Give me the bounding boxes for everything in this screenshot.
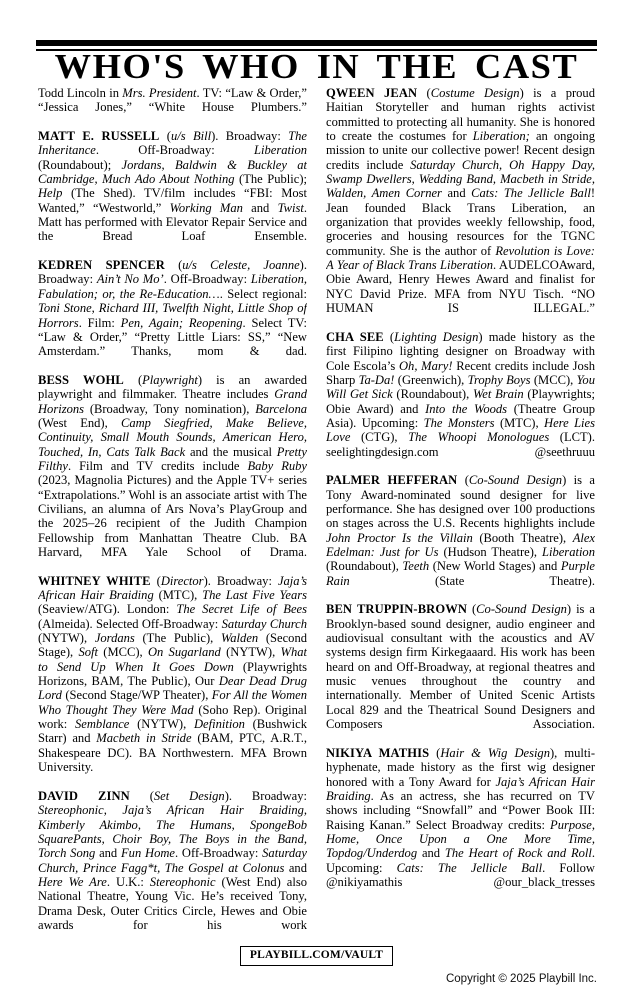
- bio-cha-see: CHA SEE (Lighting Design) made history as the first Filipino lighting designer on Broadway with Cole Escola’s Oh, Mary! Recent credits include Josh Sharp Ta-Da! (Greenwich), Trophy Boys (MCC), You Will Get Sick (Roundabout), Wet Brain (Playwrights; Obie Award) and Into the Woods (Theatre Group Asia). Upcoming: The Monsters (MTC), Here Lies Love (CTG), The Whoopi Monologues (LCT). seelightingdesign.com @seethruuu: [326, 329, 595, 459]
- bio-qween-jean: QWEEN JEAN (Costume Design) is a proud Haitian Storyteller and human rights activist committed to protecting all humanity. She is honored to create the costumes for Liberation; an ongoing mission to unite our collective power! Recent design credits include Saturday Church, Oh Happy Day, Swamp Dwellers, Wedding Band, Macbeth in Stride, Walden, Amen Corner and Cats: The Jellicle Ball! Jean founded Black Trans Liberation, an organization that provides weekly fellowship, food, groceries and housing resources for the TGNC community. She is the author of Revolution is Love: A Year of Black Trans Liberation. AUDELCOAward, Obie Award, Henry Hewes Award and finalist for NYC David Prize. MFA from NYU Tisch. “NO HUMAN IS ILLEGAL.”: [326, 86, 595, 316]
- playbill-vault-link[interactable]: PLAYBILL.COM/VAULT: [240, 946, 393, 966]
- right-column: [326, 86, 595, 941]
- bio-nikiya-mathis: NIKIYA MATHIS (Hair & Wig Design), multi-hyphenate, made history as the first wig designer honored with a Tony Award for Jaja’s African Hair Braiding. As an actress, she has recurred on TV shows including “Snowfall” and “Power Book III: Raising Kanan.” Select Broadway credits: Purpose, Home, Once Upon a One More Time, Topdog/Underdog and The Heart of Rock and Roll. Upcoming: Cats: The Jellicle Ball. Follow @nikiyamathis @our_black_tresses: [326, 745, 595, 889]
- bio-david-zinn: DAVID ZINN (Set Design). Broadway: Stereophonic, Jaja’s African Hair Braiding, Kimberly Akimbo, The Humans, SpongeBob SquarePants, Choir Boy, The Boys in the Band, Torch Song and Fun Home. Off-Broadway: Saturday Church, Prince Fagg*t, The Gospel at Colonus and Here We Are. U.K.: Stereophonic (West End) also National Theatre, Young Vic. He’s received Tony, Drama Desk, Outer Critics Circle, Hewes and Obie awards for his work: [38, 788, 307, 932]
- copyright-notice: Copyright © 2025 Playbill Inc.: [445, 973, 597, 985]
- bio-continued: Todd Lincoln in Mrs. President. TV: “Law & Order,” “Jessica Jones,” “White House Plumbers.”: [38, 86, 307, 115]
- page-title: WHO'S WHO IN THE CAST: [54, 47, 579, 86]
- bio-ben-truppin-brown: BEN TRUPPIN-BROWN (Co-Sound Design) is a Brooklyn-based sound designer, audio engineer and audiovisual consultant with the acoustics and AV systems design firm Kirkegaaard. His work has been heard on and Off-Broadway, at regional theatres and music venues throughout the country and internationally. Member of United Scenic Artists Local 829 and the Theatrical Sound Designers and Composers Association.: [326, 602, 595, 732]
- bio-columns: [38, 86, 595, 941]
- bio-whitney-white: WHITNEY WHITE (Director). Broadway: Jaja’s African Hair Braiding (MTC), The Last Five Years (Seaview/ATG). London: The Secret Life of Bees (Almeida). Selected Off-Broadway: Saturday Church (NYTW), Jordans (The Public), Walden (Second Stage), Soft (MCC), On Sugarland (NYTW), What to Send Up When It Goes Down (Playwrights Horizons, BAM, The Public), Our Dear Dead Drug Lord (Second Stage/WP Theater), For All the Women Who Thought They Were Mad (Soho Rep). Original work: Semblance (NYTW), Definition (Bushwick Starr) and Macbeth in Stride (BAM, PTC, A.R.T., Shakespeare DC). BA Northwestern. MFA Brown University.: [38, 573, 307, 775]
- bio-matt-e-russell: MATT E. RUSSELL (u/s Bill). Broadway: The Inheritance. Off-Broadway: Liberation (Roundabout); Jordans, Baldwin & Buckley at Cambridge, Much Ado About Nothing (The Public); Help (The Shed). TV/film includes “FBI: Most Wanted,” “Westworld,” Working Man and Twist. Matt has performed with Elevator Repair Service and the Bread Loaf Ensemble.: [38, 129, 307, 244]
- bio-kedren-spencer: KEDREN SPENCER (u/s Celeste, Joanne). Broadway: Ain’t No Mo’. Off-Broadway: Liberation, Fabulation; or, the Re-Education…. Select regional: Toni Stone, Richard III, Twelfth Night, Little Shop of Horrors. Film: Pen, Again; Reopening. Select TV: “Law & Order,” “Pretty Little Liars: SS,” “New Amsterdam.” Thanks, mom & dad.: [38, 258, 307, 359]
- vault-footer: [0, 945, 633, 966]
- bio-bess-wohl: BESS WOHL (Playwright) is an awarded playwright and filmmaker. Theatre includes Grand Horizons (Broadway, Tony nomination), Barcelona (West End), Camp Siegfried, Make Believe, Continuity, Small Mouth Sounds, American Hero, Touched, In, Cats Talk Back and the musical Pretty Filthy. Film and TV credits include Baby Ruby (2023, Magnolia Pictures) and the Apple TV+ series “Extrapolations.” Wohl is an associate artist with The Civilians, an alumna of Ars Nova’s PlayGroup and the 2025–26 recipient of the Judith Champion Fellowship from Manhattan Theatre Club. BA Harvard, MFA Yale School of Drama.: [38, 372, 307, 559]
- left-column: [38, 86, 307, 941]
- bio-palmer-hefferan: PALMER HEFFERAN (Co-Sound Design) is a Tony Award-nominated sound designer for live performance. She has designed over 100 productions on stages across the U.S. Recents highlights include John Proctor Is the Villain (Booth Theatre), Alex Edelman: Just for Us (Hudson Theatre), Liberation (Roundabout), Teeth (New World Stages) and Purple Rain (State Theatre).: [326, 473, 595, 588]
